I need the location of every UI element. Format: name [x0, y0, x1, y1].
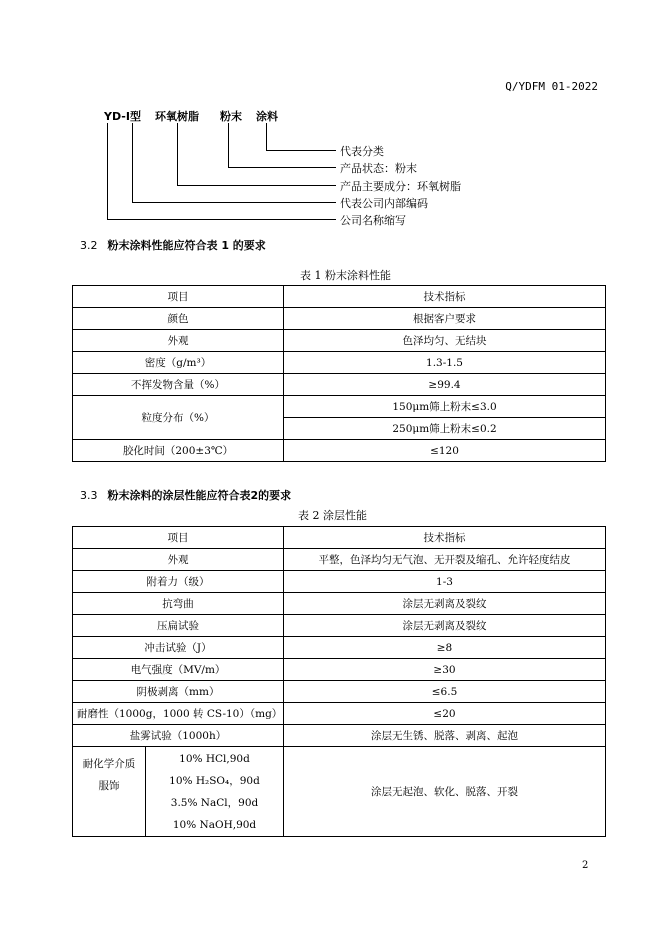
table-row — [73, 440, 606, 462]
header-item: 项目 — [73, 527, 284, 549]
chemical-item-line1: 耐化学介质 — [82, 758, 136, 770]
item-cell-chemical — [73, 747, 146, 837]
value-cell: 150μm筛上粉末≤3.0 — [284, 396, 606, 418]
table-row — [73, 637, 606, 659]
leader-category — [266, 150, 336, 151]
table1-caption: 表 1 粉末涂料性能 — [300, 269, 391, 282]
value-cell: 涂层无剥离及裂纹 — [284, 593, 606, 615]
section-text: 粉末涂料性能应符合表 1 的要求 — [107, 239, 266, 252]
naming-resin: 环氧树脂 — [155, 110, 199, 123]
condition-h2so4: 10% H₂SO₄，90d — [169, 774, 260, 787]
connector-resin — [177, 123, 178, 185]
connector-form — [228, 123, 229, 167]
desc-form: 产品状态：粉末 — [340, 162, 417, 175]
table-row — [73, 571, 606, 593]
connector-code-b — [132, 123, 133, 202]
item-cell: 胶化时间（200±3℃） — [73, 440, 284, 462]
section-3-3-heading — [80, 487, 291, 503]
condition-nacl: 3.5% NaCl，90d — [170, 796, 259, 809]
table-row — [73, 725, 606, 747]
table-row — [73, 681, 606, 703]
section-number: 3.3 — [80, 489, 98, 502]
value-cell: ≤6.5 — [284, 681, 606, 703]
value-cell: 根据客户要求 — [284, 308, 606, 330]
desc-company-abbr: 公司名称缩写 — [340, 214, 406, 227]
item-cell: 不挥发物含量（%） — [73, 374, 284, 396]
table-row — [73, 549, 606, 571]
leader-code-a — [107, 219, 336, 220]
table2-coating-properties — [72, 526, 606, 837]
conditions-cell — [146, 747, 284, 837]
item-cell: 外观 — [73, 330, 284, 352]
naming-code: YD-Ⅰ型 — [104, 110, 141, 123]
document-number: Q/YDFM 01-2022 — [505, 80, 598, 93]
table-row — [73, 615, 606, 637]
value-cell: ≥30 — [284, 659, 606, 681]
header-item: 项目 — [73, 286, 284, 308]
item-cell: 冲击试验（J） — [73, 637, 284, 659]
value-cell: 250μm筛上粉末≤0.2 — [284, 418, 606, 440]
naming-category: 涂料 — [256, 110, 278, 123]
value-cell: ≥8 — [284, 637, 606, 659]
value-cell: 平整，色泽均匀无气泡、无开裂及缩孔、允许轻度结皮 — [284, 549, 606, 571]
table-row — [73, 396, 606, 418]
section-text: 粉末涂料的涂层性能应符合表2的要求 — [107, 489, 292, 502]
table-row — [73, 352, 606, 374]
header-spec: 技术指标 — [284, 527, 606, 549]
value-cell: ≤20 — [284, 703, 606, 725]
table-row — [73, 374, 606, 396]
desc-resin: 产品主要成分：环氧树脂 — [340, 180, 461, 193]
section-number: 3.2 — [80, 239, 98, 252]
table2-caption: 表 2 涂层性能 — [298, 509, 367, 522]
item-cell: 抗弯曲 — [73, 593, 284, 615]
item-cell: 外观 — [73, 549, 284, 571]
table-header-row — [73, 286, 606, 308]
chemical-item-line2: 服饰 — [98, 780, 120, 792]
table-header-row — [73, 527, 606, 549]
item-cell: 压扁试验 — [73, 615, 284, 637]
naming-form: 粉末 — [220, 110, 242, 123]
item-cell: 附着力（级） — [73, 571, 284, 593]
value-cell: 色泽均匀、无结块 — [284, 330, 606, 352]
item-cell: 耐磨性（1000g，1000 转 CS-10）（mg） — [73, 703, 284, 725]
leader-form — [228, 167, 336, 168]
leader-code-b — [132, 202, 336, 203]
item-cell: 盐雾试验（1000h） — [73, 725, 284, 747]
leader-resin — [177, 185, 336, 186]
condition-hcl: 10% HCl,90d — [179, 752, 250, 765]
value-cell: ≤120 — [284, 440, 606, 462]
table-row-chemical — [73, 747, 606, 837]
value-cell: 涂层无生锈、脱落、剥离、起泡 — [284, 725, 606, 747]
header-spec: 技术指标 — [284, 286, 606, 308]
condition-naoh: 10% NaOH,90d — [172, 818, 257, 831]
desc-internal-code: 代表公司内部编码 — [340, 197, 428, 210]
table-row — [73, 593, 606, 615]
item-cell: 电气强度（MV/m） — [73, 659, 284, 681]
item-cell-particle: 粒度分布（%） — [73, 396, 284, 440]
table-row — [73, 330, 606, 352]
table-row — [73, 703, 606, 725]
section-3-2-heading — [80, 237, 266, 253]
item-cell: 密度（g/m³） — [73, 352, 284, 374]
value-cell: 1-3 — [284, 571, 606, 593]
value-cell: 涂层无起泡、软化、脱落、开裂 — [284, 747, 606, 837]
value-cell: 1.3-1.5 — [284, 352, 606, 374]
connector-code-a — [107, 123, 108, 219]
item-cell: 颜色 — [73, 308, 284, 330]
value-cell: ≥99.4 — [284, 374, 606, 396]
desc-category: 代表分类 — [340, 145, 384, 158]
page-number: 2 — [582, 860, 589, 871]
item-cell: 阴极剥离（mm） — [73, 681, 284, 703]
connector-category — [266, 123, 267, 150]
value-cell: 涂层无剥离及裂纹 — [284, 615, 606, 637]
table1-powder-properties — [72, 285, 606, 462]
table-row — [73, 659, 606, 681]
table-row — [73, 308, 606, 330]
